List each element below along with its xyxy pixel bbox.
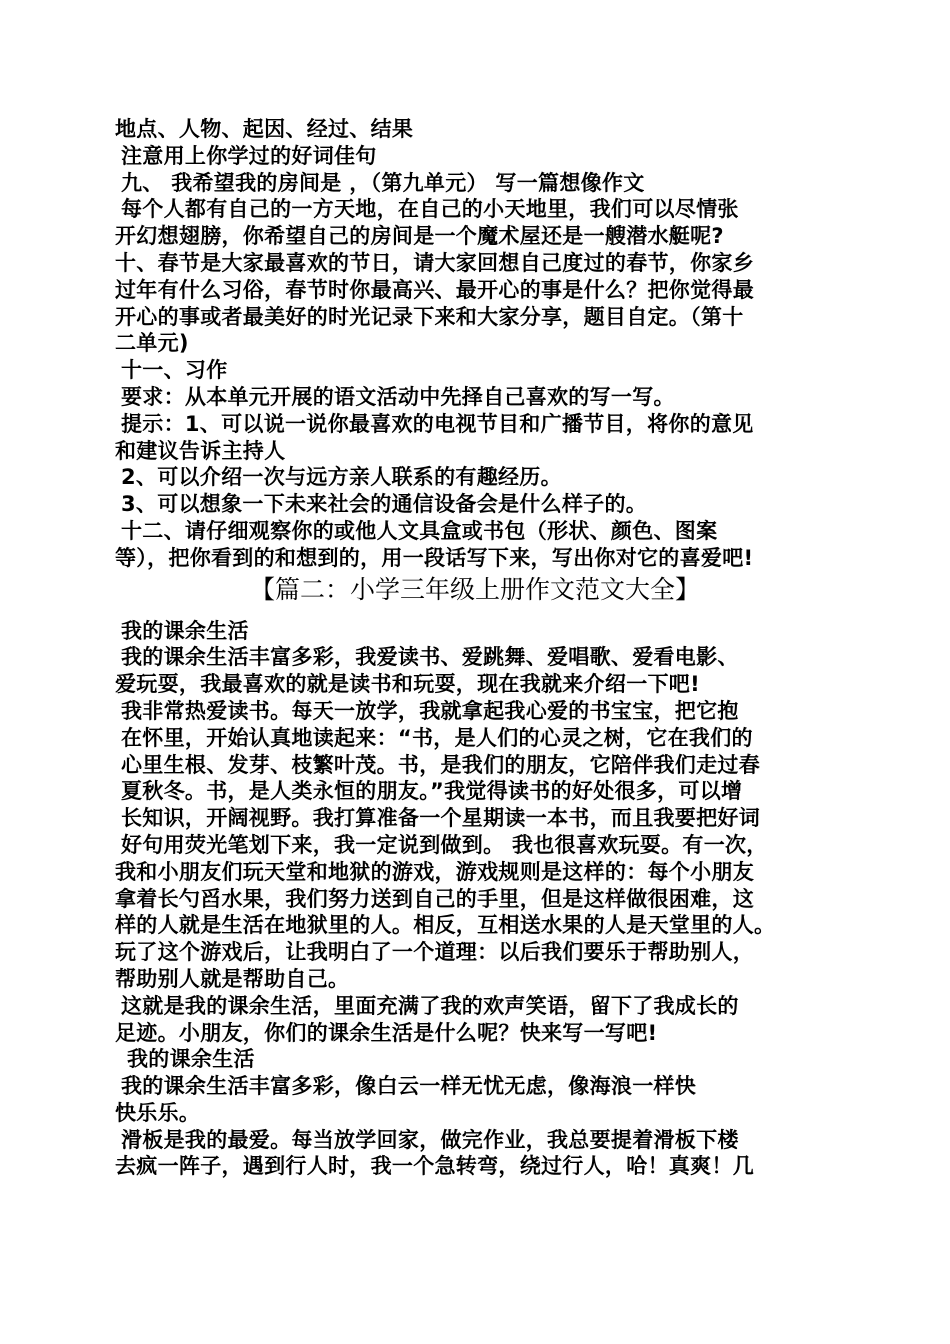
text-line: 我和小朋友们玩天堂和地狱的游戏，游戏规则是这样的：每个小朋友 (115, 859, 754, 884)
text-line: 要求：从本单元开展的语文活动中先择自己喜欢的写一写。 (121, 384, 675, 409)
text-line: 心里生根、发芽、枝繁叶茂。书，是我们的朋友，它陪伴我们走过春 (121, 752, 760, 777)
text-line: 2、可以介绍一次与远方亲人联系的有趣经历。 (121, 465, 562, 490)
text-line: 我的课余生活丰富多彩，像白云一样无忧无虑，像海浪一样快 (121, 1074, 697, 1099)
text-line: 和建议告诉主持人 (115, 438, 286, 463)
text-line: 我的课余生活丰富多彩，我爱读书、爱跳舞、爱唱歌、爱看电影、 (121, 645, 739, 670)
text-line: 帮助别人就是帮助自己。 (115, 966, 350, 991)
text-line: 十二、请仔细观察你的或他人文具盒或书包（形状、颜色、图案 (121, 518, 718, 543)
text-line: 长知识，开阔视野。我打算准备一个星期读一本书，而且我要把好词 (121, 806, 760, 831)
text-line: 二单元) (115, 331, 189, 356)
text-line: 地点、人物、起因、经过、结果 (115, 117, 414, 141)
text-line: 快乐乐。 (115, 1100, 201, 1125)
text-line: 这就是我的课余生活，里面充满了我的欢声笑语，留下了我成长的 (121, 993, 739, 1018)
text-line: 十、春节是大家最喜欢的节日，请大家回想自己度过的春节，你家乡 (115, 250, 754, 275)
text-line: 我非常热爱读书。每天一放学，我就拿起我心爱的书宝宝，把它抱 (121, 698, 739, 723)
text-line: 3、可以想象一下未来社会的通信设备会是什么样子的。 (121, 492, 648, 517)
text-line: 夏秋冬。书，是人类永恒的朋友。”我觉得读书的好处很多，可以增 (121, 779, 743, 804)
text-line: 过年有什么习俗，春节时你最高兴、最开心的事是什么？把你觉得最 (115, 277, 754, 302)
text-line: 爱玩耍，我最喜欢的就是读书和玩耍，现在我就来介绍一下吧! (115, 672, 700, 697)
text-line: 提示：1、可以说一说你最喜欢的电视节目和广播节目，将你的意见 (121, 411, 754, 436)
text-line: 注意用上你学过的好词佳句 (121, 143, 377, 168)
text-line: 在怀里，开始认真地读起来：“书，是人们的心灵之树，它在我们的 (121, 725, 753, 750)
text-line: 十一、习作 (121, 358, 228, 383)
text-line: 开幻想翅膀，你希望自己的房间是一个魔术屋还是一艘潜水艇呢? (115, 224, 724, 249)
text-line: 拿着长勺舀水果，我们努力送到自己的手里，但是这样做很困难，这 (115, 886, 754, 911)
text-line: 玩了这个游戏后，让我明白了一个道理：以后我们要乐于帮助别人， (115, 940, 754, 965)
section-heading: 【篇二：小学三年级上册作文范文大全】 (249, 574, 700, 604)
text-line: 去疯一阵子，遇到行人时，我一个急转弯，绕过行人，哈！真爽！几 (115, 1154, 754, 1179)
text-line: 滑板是我的最爱。每当放学回家，做完作业，我总要提着滑板下楼 (121, 1127, 739, 1152)
text-line: 九、 我希望我的房间是 ，（第九单元） 写一篇想像作文 (121, 170, 645, 195)
text-line: 每个人都有自己的一方天地，在自己的小天地里，我们可以尽情张 (121, 197, 739, 222)
text-line: 等），把你看到的和想到的，用一段话写下来，写出你对它的喜爱吧! (115, 545, 754, 570)
text-line: 好句用荧光笔划下来，我一定说到做到。 我也很喜欢玩耍。有一次， (121, 832, 768, 857)
essay-title: 我的课余生活 (127, 1047, 255, 1072)
text-line: 足迹。小朋友，你们的课余生活是什么呢？快来写一写吧! (115, 1020, 658, 1045)
document-body (115, 116, 855, 1180)
essay-title: 我的课余生活 (121, 618, 249, 643)
text-line: 样的人就是生活在地狱里的人。相反，互相送水果的人是天堂里的人。 (115, 913, 776, 938)
text-line: 开心的事或者最美好的时光记录下来和大家分享，题目自定。（第十 (115, 304, 744, 329)
